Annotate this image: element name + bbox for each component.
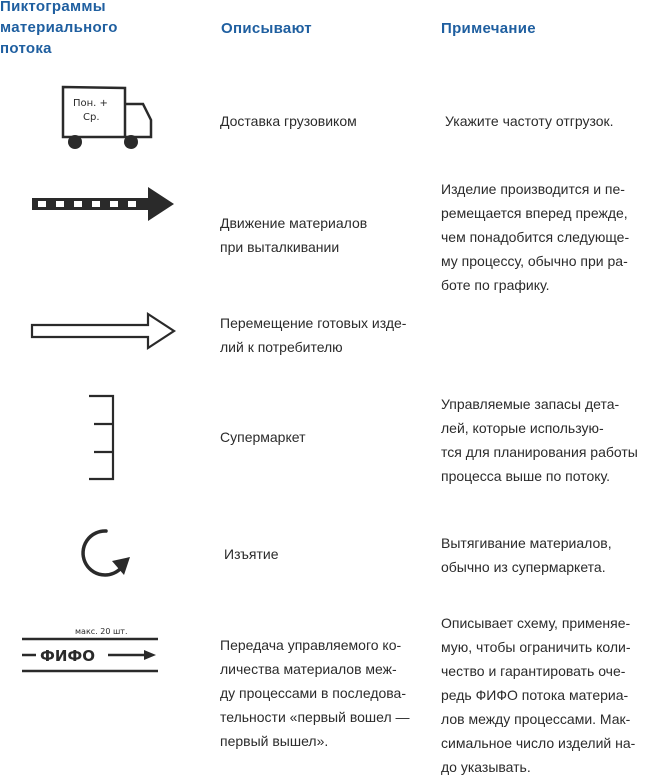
row-push-description xyxy=(220,211,435,259)
fifo-lane-icon xyxy=(22,622,162,678)
row-push-description-line: Движение материалов xyxy=(220,215,368,231)
row-fifo-description-line: личества материалов меж- xyxy=(220,661,397,677)
row-supermarket-note xyxy=(441,392,650,488)
row-fifo-note-line: мую, чтобы ограничить коли- xyxy=(441,639,631,655)
row-supermarket-note-line: процесса выше по потоку. xyxy=(441,468,611,484)
truck-icon-label-1: Пон. + xyxy=(73,98,108,109)
row-fifo-note xyxy=(441,611,650,779)
row-truck-note xyxy=(445,109,650,133)
row-withdrawal-description xyxy=(224,542,439,566)
row-push-note xyxy=(441,177,650,297)
row-withdrawal-note-line: обычно из супермаркета. xyxy=(441,559,606,575)
row-supermarket-note-line: лей, которые использую- xyxy=(441,420,604,436)
row-supermarket-description xyxy=(220,425,435,449)
row-truck-note-line: Укажите частоту отгрузок. xyxy=(445,113,614,129)
row-push-note-line: боте по графику. xyxy=(441,277,550,293)
shipment-arrow-icon xyxy=(30,311,178,351)
row-supermarket-description-line: Супермаркет xyxy=(220,429,306,445)
row-fifo-note-line: чество и гарантировать оче- xyxy=(441,663,626,679)
fifo-label: ФИФО xyxy=(40,647,96,665)
row-push-description-line: при выталкивании xyxy=(220,239,340,255)
row-fifo-note-line: до указывать. xyxy=(441,759,531,775)
truck-icon xyxy=(55,82,155,154)
column-header-describes: Описывают xyxy=(221,20,312,37)
truck-icon-label-2: Ср. xyxy=(83,112,100,123)
row-fifo-note-line: Описывает схему, применяе- xyxy=(441,615,631,631)
row-supermarket-note-line: Управляемые запасы дета- xyxy=(441,396,620,412)
row-withdrawal-note xyxy=(441,531,650,579)
row-shipment-description-line: лий к потребителю xyxy=(220,339,343,355)
row-fifo-note-line: лов между процессами. Мак- xyxy=(441,711,631,727)
push-arrow-icon xyxy=(30,184,178,224)
fifo-max-label: макс. 20 шт. xyxy=(75,627,128,636)
supermarket-icon xyxy=(86,393,118,483)
row-truck-description xyxy=(220,109,435,133)
row-shipment-description xyxy=(220,311,435,359)
row-truck-description-line: Доставка грузовиком xyxy=(220,113,357,129)
column-header-icons xyxy=(0,0,160,59)
row-push-note-line: чем понадобится следующе- xyxy=(441,229,630,245)
column-header-note: Примечание xyxy=(441,20,536,37)
row-fifo-description-line: Передача управляемого ко- xyxy=(220,637,402,653)
row-withdrawal-note-line: Вытягивание материалов, xyxy=(441,535,612,551)
row-fifo-note-line: редь ФИФО потока материа- xyxy=(441,687,629,703)
row-withdrawal-description-line: Изъятие xyxy=(224,546,279,562)
row-push-note-line: му процессу, обычно при ра- xyxy=(441,253,628,269)
row-supermarket-note-line: тся для планирования работы xyxy=(441,444,638,460)
row-push-note-line: ремещается вперед прежде, xyxy=(441,205,628,221)
row-fifo-note-line: симальное число изделий на- xyxy=(441,735,636,751)
row-fifo-description xyxy=(220,633,435,753)
withdrawal-icon xyxy=(76,527,136,583)
row-fifo-description-line: тельности «первый вошел — xyxy=(220,709,410,725)
column-header-icons-line1: Пиктограммы xyxy=(0,0,106,15)
column-header-icons-line3: потока xyxy=(0,40,52,57)
row-fifo-description-line: ду процессами в последова- xyxy=(220,685,407,701)
column-header-icons-line2: материального xyxy=(0,19,118,36)
row-push-note-line: Изделие производится и пе- xyxy=(441,181,625,197)
row-fifo-description-line: первый вышел». xyxy=(220,733,329,749)
row-shipment-description-line: Перемещение готовых изде- xyxy=(220,315,407,331)
